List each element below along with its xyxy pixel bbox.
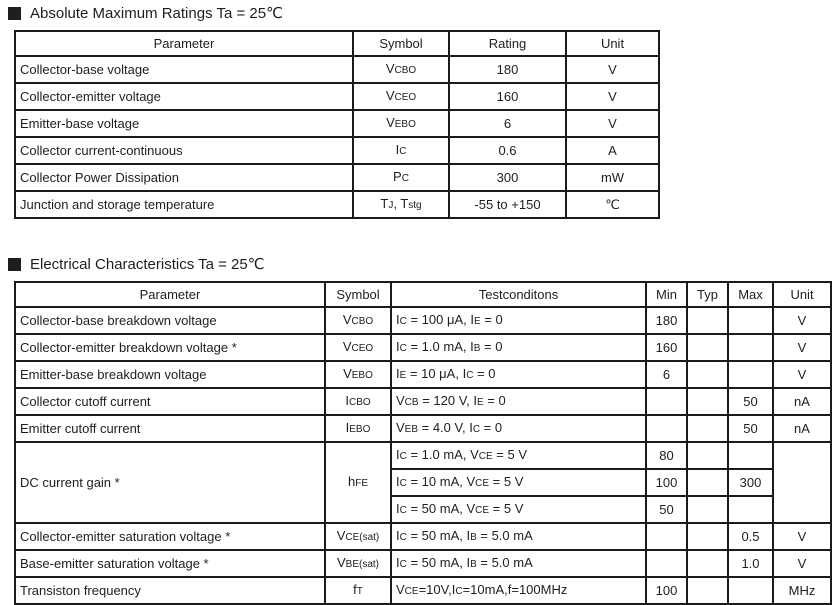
text-run: 50 [659, 502, 674, 517]
text-run: T [380, 196, 389, 211]
text-run: Collector cutoff current [20, 394, 151, 409]
subscript-text: CBO [394, 65, 417, 76]
table-cell [687, 415, 728, 442]
subscript-text: stg [408, 200, 422, 211]
table-cell [325, 442, 391, 523]
table-cell [687, 307, 728, 334]
text-run: 100 [655, 475, 678, 490]
text-run: 6 [662, 367, 671, 382]
text-run: V [396, 420, 405, 435]
table-cell [773, 307, 831, 334]
text-run: V [396, 393, 405, 408]
text-run: 1.0 [741, 556, 760, 571]
subscript-text: C [399, 505, 407, 516]
table-cell [728, 415, 773, 442]
subscript-text: C [472, 424, 481, 435]
subscript-text: C [399, 316, 407, 327]
text-run: nA [794, 421, 810, 436]
text-run: I [396, 366, 400, 381]
text-run: = 0 [480, 312, 503, 327]
text-run: Collector-emitter saturation voltage * [20, 529, 231, 544]
section-marker-icon [8, 7, 21, 20]
text-run: I [396, 474, 400, 489]
table-cell [646, 442, 687, 469]
table-cell [646, 523, 687, 550]
text-run: 50 [743, 421, 758, 436]
subscript-text: CE [404, 586, 419, 597]
table-cell [566, 83, 659, 110]
table-row [15, 415, 831, 442]
table-cell [728, 361, 773, 388]
column-header-parameter: Parameter [15, 282, 325, 307]
table-cell [391, 334, 646, 361]
table-cell [687, 496, 728, 523]
section-title: Absolute Maximum Ratings Ta = 25℃ [30, 5, 283, 22]
table-cell [391, 307, 646, 334]
subscript-text: CE(sat) [345, 532, 380, 543]
table-cell [15, 191, 353, 218]
text-run: 160 [496, 89, 519, 104]
table-cell [325, 550, 391, 577]
table-cell [566, 164, 659, 191]
text-run: I [396, 312, 400, 327]
text-run: I [345, 393, 349, 408]
text-run: = 10 mA, V [406, 474, 476, 489]
text-run: mW [600, 170, 625, 185]
text-run: I [396, 528, 400, 543]
table-row [15, 388, 831, 415]
table-row [15, 191, 659, 218]
section-marker-icon [8, 258, 21, 271]
table-cell [15, 307, 325, 334]
text-run: = 0 [473, 366, 496, 381]
table-cell [15, 550, 325, 577]
text-run: =10V,I [418, 582, 456, 597]
table-cell [728, 550, 773, 577]
text-run: V [386, 115, 395, 130]
table-cell [325, 334, 391, 361]
table-row [15, 334, 831, 361]
table-cell [15, 442, 325, 523]
text-run: Emitter-base voltage [20, 116, 140, 131]
text-run: V [342, 312, 352, 327]
subscript-text: C [455, 586, 463, 597]
table-cell [353, 164, 449, 191]
header-row [15, 31, 659, 56]
text-run: = 5 V [489, 501, 524, 516]
text-run: =10mA,f=100MHz [462, 582, 568, 597]
text-run: nA [794, 394, 810, 409]
text-run: Emitter-base breakdown voltage [20, 367, 207, 382]
text-run: f [353, 582, 357, 597]
subscript-text: C [399, 451, 407, 462]
text-run: DC current gain * [20, 475, 120, 490]
text-run: = 5.0 mA [476, 555, 533, 570]
table-cell [687, 550, 728, 577]
table-row [15, 307, 831, 334]
table-cell [773, 361, 831, 388]
table-cell [15, 110, 353, 137]
text-run: Collector-emitter voltage [20, 89, 161, 104]
text-run: V [608, 116, 617, 131]
table-cell [449, 164, 566, 191]
absolute-maximum-ratings-section [0, 0, 833, 219]
column-header-unit: Unit [566, 31, 659, 56]
subscript-text: C [399, 146, 407, 157]
table-row [15, 137, 659, 164]
text-run: V [336, 528, 346, 543]
text-run: P [393, 169, 402, 184]
table-cell [687, 469, 728, 496]
text-run: V [797, 340, 807, 355]
table-cell [646, 496, 687, 523]
subscript-text: B [470, 532, 477, 543]
table-cell [773, 523, 831, 550]
table-row [15, 577, 831, 604]
text-run: V [343, 366, 352, 381]
table-cell [646, 334, 687, 361]
text-run: = 50 mA, V [406, 501, 476, 516]
table-cell [646, 388, 687, 415]
column-header-min: Min [646, 282, 687, 307]
text-run: = 0 [480, 420, 503, 435]
text-run: 100 [655, 583, 678, 598]
table-cell [728, 307, 773, 334]
table-cell [773, 442, 831, 523]
column-header-symbol: Symbol [325, 282, 391, 307]
text-run: Base-emitter saturation voltage * [20, 556, 209, 571]
column-header-typ: Typ [687, 282, 728, 307]
text-run: V [797, 556, 807, 571]
text-run: = 100 μA, I [406, 312, 474, 327]
table-cell [687, 361, 728, 388]
subscript-text: CBO [348, 397, 371, 408]
text-run: V [608, 89, 617, 104]
subscript-text: EBO [351, 370, 373, 381]
table-cell [646, 361, 687, 388]
subscript-text: T [356, 586, 363, 597]
text-run: 180 [496, 62, 519, 77]
table-row [15, 164, 659, 191]
table-cell [646, 550, 687, 577]
table-cell [646, 469, 687, 496]
table-cell [325, 577, 391, 604]
table-cell [325, 307, 391, 334]
table-cell [325, 388, 391, 415]
text-run: I [396, 339, 400, 354]
text-run: = 120 V, I [418, 393, 478, 408]
text-run: 180 [655, 313, 678, 328]
text-run: = 50 mA, I [406, 555, 471, 570]
table-cell [449, 137, 566, 164]
text-run: = 10 μA, I [406, 366, 467, 381]
text-run: Collector-base breakdown voltage [20, 313, 217, 328]
text-run: = 1.0 mA, V [406, 447, 479, 462]
table-cell [687, 523, 728, 550]
table-cell [15, 388, 325, 415]
table-cell [566, 110, 659, 137]
table-cell [325, 361, 391, 388]
text-run: I [396, 555, 400, 570]
text-run: 160 [655, 340, 678, 355]
text-run: -55 to +150 [474, 197, 541, 212]
table-cell [449, 56, 566, 83]
subscript-text: E [477, 397, 484, 408]
text-run: V [608, 62, 617, 77]
subscript-text: C [399, 343, 407, 354]
table-cell [687, 442, 728, 469]
table-cell [646, 307, 687, 334]
table-cell [391, 415, 646, 442]
subscript-text: C [399, 559, 407, 570]
table-row [15, 110, 659, 137]
table-cell [15, 415, 325, 442]
column-header-symbol: Symbol [353, 31, 449, 56]
section-heading-electrical-characteristics [8, 256, 833, 273]
column-header-rating: Rating [449, 31, 566, 56]
table-cell [353, 191, 449, 218]
table-cell [15, 83, 353, 110]
subscript-text: CB [404, 397, 419, 408]
text-run: Junction and storage temperature [20, 197, 215, 212]
table-cell [391, 523, 646, 550]
text-run: = 5 V [492, 447, 527, 462]
table-cell [728, 469, 773, 496]
text-run: V [342, 339, 352, 354]
subscript-text: BE(sat) [345, 559, 379, 570]
text-run: h [347, 474, 356, 489]
table-cell [773, 577, 831, 604]
column-header-testconditons: Testconditons [391, 282, 646, 307]
table-row [15, 56, 659, 83]
column-header-parameter: Parameter [15, 31, 353, 56]
table-cell [773, 388, 831, 415]
text-run: 0.5 [741, 529, 760, 544]
table-cell [391, 550, 646, 577]
table-cell [646, 415, 687, 442]
table-cell [15, 361, 325, 388]
subscript-text: CE [478, 451, 493, 462]
table-cell [646, 577, 687, 604]
text-run: A [608, 143, 617, 158]
table-row [15, 550, 831, 577]
subscript-text: J [388, 200, 394, 211]
table-cell [773, 550, 831, 577]
text-run: 0.6 [498, 143, 517, 158]
subscript-text: B [470, 559, 477, 570]
text-run: I [395, 142, 400, 157]
text-run: V [385, 61, 395, 76]
table-cell [353, 83, 449, 110]
text-run: I [396, 501, 400, 516]
absolute-maximum-ratings-table [14, 30, 660, 219]
table-cell [449, 191, 566, 218]
table-cell [687, 577, 728, 604]
text-run: MHz [788, 583, 816, 598]
table-cell [687, 388, 728, 415]
electrical-characteristics-table [14, 281, 832, 605]
table-cell [353, 110, 449, 137]
table-cell [391, 442, 646, 469]
text-run: 300 [496, 170, 519, 185]
column-header-unit: Unit [773, 282, 831, 307]
text-run: V [797, 529, 807, 544]
text-run: 80 [659, 448, 674, 463]
text-run: V [396, 582, 405, 597]
text-run: 50 [743, 394, 758, 409]
text-run: V [385, 88, 395, 103]
table-cell [15, 523, 325, 550]
table-cell [728, 442, 773, 469]
table-cell [391, 469, 646, 496]
table-row [15, 523, 831, 550]
subscript-text: E [399, 370, 407, 381]
table-cell [728, 334, 773, 361]
table-cell [728, 523, 773, 550]
subscript-text: EBO [349, 424, 371, 435]
subscript-text: CBO [351, 316, 374, 327]
table-cell [449, 83, 566, 110]
subscript-text: C [399, 532, 407, 543]
text-run: 300 [739, 475, 762, 490]
table-cell [15, 56, 353, 83]
table-cell [15, 137, 353, 164]
table-cell [325, 415, 391, 442]
table-cell [728, 496, 773, 523]
table-cell [391, 361, 646, 388]
text-run: = 5 V [489, 474, 524, 489]
table-cell [728, 388, 773, 415]
subscript-text: C [401, 173, 409, 184]
subscript-text: CE [475, 505, 490, 516]
text-run: I [345, 420, 350, 435]
table-cell [391, 388, 646, 415]
subscript-text: B [473, 343, 481, 354]
text-run: Collector current-continuous [20, 143, 183, 158]
text-run: V [797, 367, 807, 382]
table-cell [15, 164, 353, 191]
text-run: V [336, 555, 346, 570]
table-cell [687, 334, 728, 361]
text-run: Emitter cutoff current [20, 421, 141, 436]
table-row [15, 83, 659, 110]
section-title: Electrical Characteristics Ta = 25℃ [30, 256, 265, 273]
subscript-text: CEO [394, 92, 417, 103]
text-run: 6 [503, 116, 512, 131]
subscript-text: CEO [351, 343, 374, 354]
table-cell [566, 137, 659, 164]
table-cell [325, 523, 391, 550]
electrical-characteristics-section [0, 256, 833, 605]
table-cell [566, 56, 659, 83]
text-run: = 5.0 mA [476, 528, 533, 543]
table-cell [15, 577, 325, 604]
text-run: I [396, 447, 400, 462]
table-cell [449, 110, 566, 137]
subscript-text: C [466, 370, 474, 381]
header-row [15, 282, 831, 307]
text-run: = 4.0 V, I [418, 420, 473, 435]
table-cell [353, 137, 449, 164]
text-run: Collector Power Dissipation [20, 170, 179, 185]
table-row [15, 442, 831, 469]
table-cell [353, 56, 449, 83]
table-cell [773, 415, 831, 442]
subscript-text: FE [355, 478, 368, 489]
table-cell [391, 496, 646, 523]
section-heading-absolute-maximum-ratings [8, 0, 833, 22]
subscript-text: EB [404, 424, 419, 435]
text-run: Collector-base voltage [20, 62, 150, 77]
table-cell [773, 334, 831, 361]
table-cell [566, 191, 659, 218]
subscript-text: C [399, 478, 407, 489]
text-run: V [797, 313, 807, 328]
text-run: = 50 mA, I [406, 528, 471, 543]
table-cell [728, 577, 773, 604]
text-run: Transiston frequency [20, 583, 141, 598]
text-run: = 0 [483, 393, 506, 408]
subscript-text: CE [475, 478, 490, 489]
table-row [15, 361, 831, 388]
text-run: = 0 [480, 339, 503, 354]
subscript-text: EBO [394, 119, 416, 130]
table-cell [15, 334, 325, 361]
text-run: ℃ [605, 197, 620, 212]
text-run: Collector-emitter breakdown voltage * [20, 340, 237, 355]
table-cell [391, 577, 646, 604]
text-run: = 1.0 mA, I [406, 339, 474, 354]
text-run: , T [393, 196, 409, 211]
column-header-max: Max [728, 282, 773, 307]
subscript-text: E [473, 316, 481, 327]
